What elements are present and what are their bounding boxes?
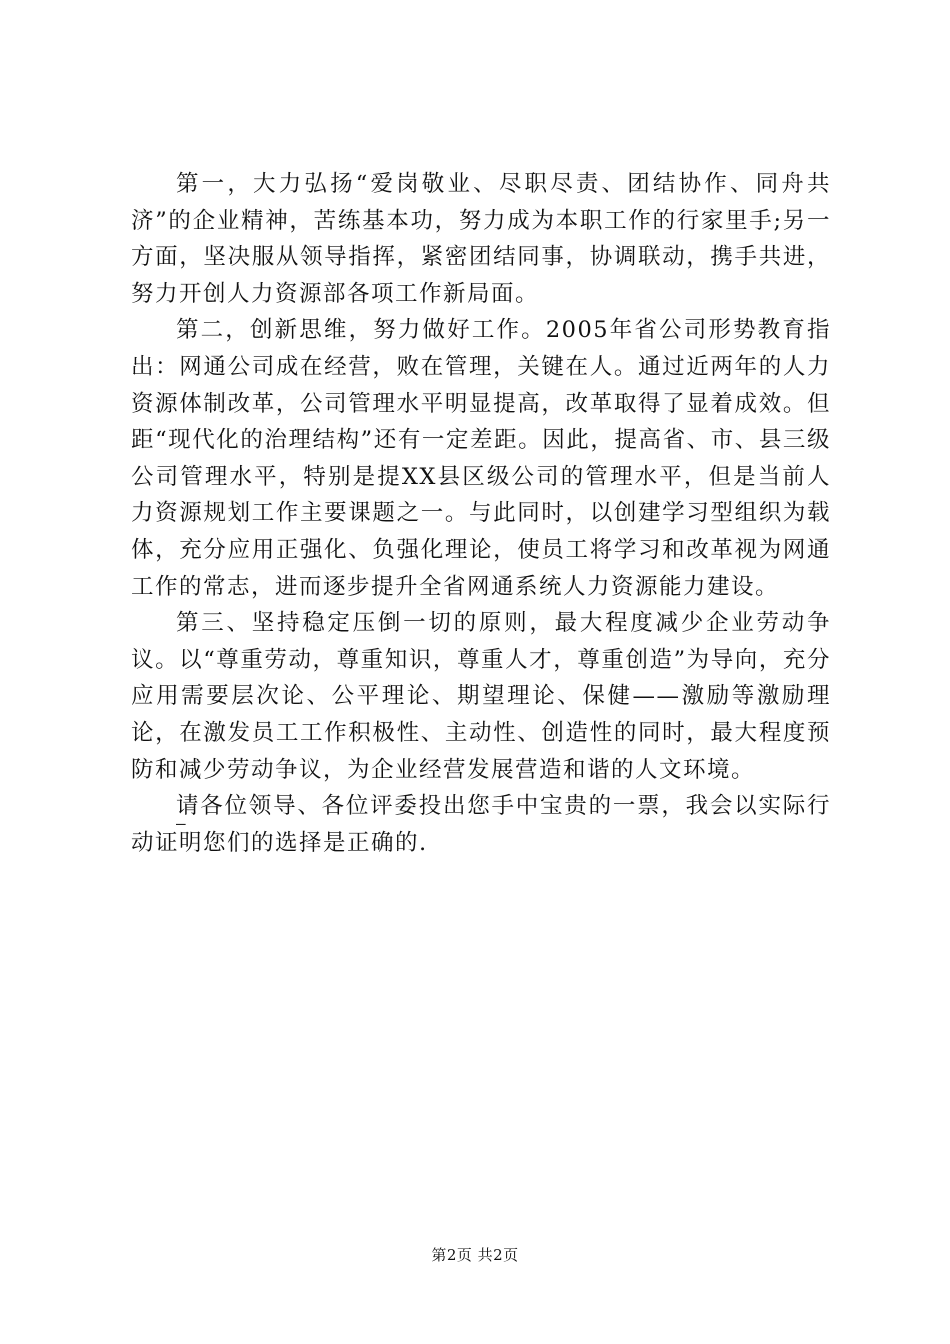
page-footer: 第2页 共2页 bbox=[431, 1246, 519, 1264]
document-body bbox=[131, 166, 831, 861]
paragraph-2: 第二，创新思维，努力做好工作。2005年省公司形势教育指出：网通公司成在经营，败在管理，关键在人。通过近两年的人力资源体制改革，公司管理水平明显提高，改革取得了显着成效。但距“现代化的治理结构”还有一定差距。因此，提高省、市、县三级公司管理水平，特别是提XX县区级公司的管理水平，但是当前人力资源规划工作主要课题之一。与此同时，以创建学习型组织为载体，充分应用正强化、负强化理论，使员工将学习和改革视为网通工作的常志，进而逐步提升全省网通系统人力资源能力建设。 bbox=[131, 317, 831, 600]
end-mark: – bbox=[176, 814, 186, 833]
paragraph-4: 请各位领导、各位评委投出您手中宝贵的一票，我会以实际行动证明您们的选择是正确的. bbox=[131, 793, 831, 856]
paragraph-3: 第三、坚持稳定压倒一切的原则，最大程度减少企业劳动争议。以“尊重劳动，尊重知识，尊重人才，尊重创造”为导向，充分应用需要层次论、公平理论、期望理论、保健——激励等激励理论，在激发员工工作积极性、主动性、创造性的同时，最大程度预防和减少劳动争议，为企业经营发展营造和谐的人文环境。 bbox=[131, 610, 831, 783]
paragraph-1: 第一，大力弘扬“爱岗敬业、尽职尽责、团结协作、同舟共济”的企业精神，苦练基本功，努力成为本职工作的行家里手;另一方面，坚决服从领导指挥，紧密团结同事，协调联动，携手共进，努力开创人力资源部各项工作新局面。 bbox=[131, 171, 831, 307]
